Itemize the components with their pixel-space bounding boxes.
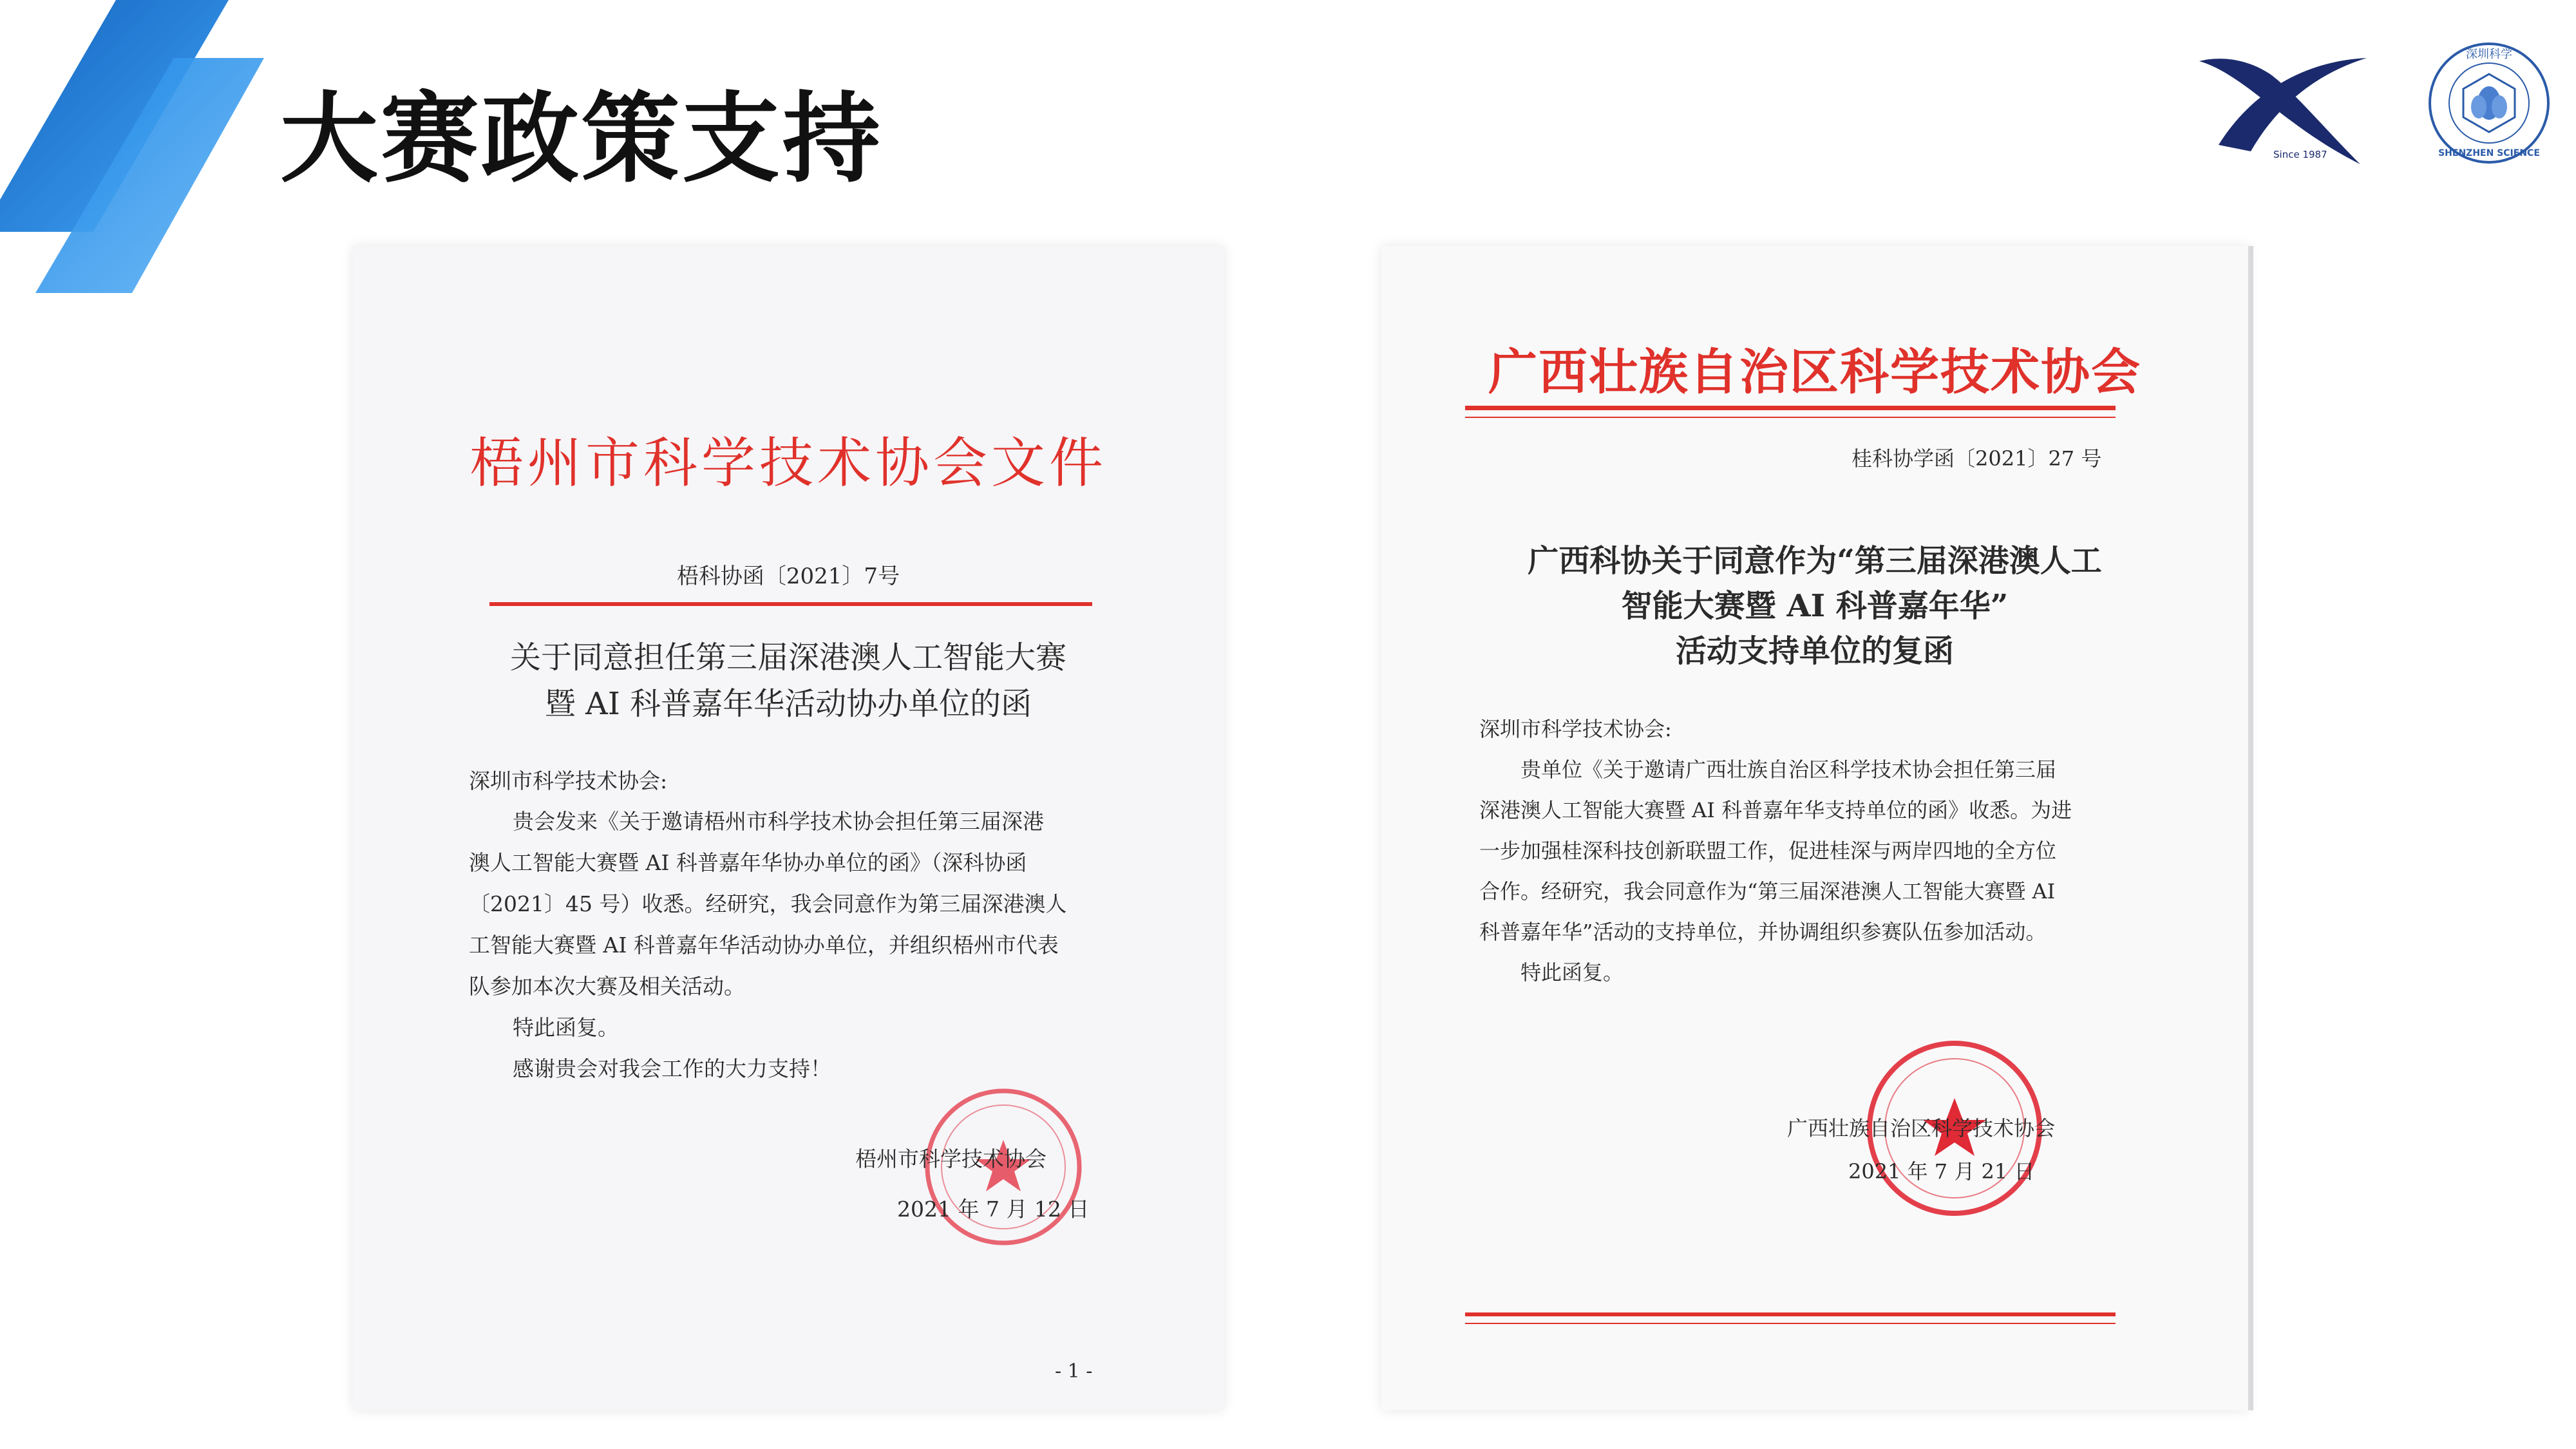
svg-text:深圳科学: 深圳科学 bbox=[2466, 48, 2512, 61]
body-line: 澳人工智能大赛暨 AI 科普嘉年华协办单位的函》（深科协函 bbox=[469, 850, 1027, 875]
document-title-line-1: 广西科协关于同意作为“第三届深港澳人工 bbox=[1528, 543, 2102, 579]
shenzhen-science-emblem bbox=[2425, 39, 2553, 167]
body-line: 合作。经研究，我会同意作为“第三届深港澳人工智能大赛暨 AI bbox=[1479, 879, 2056, 904]
body-line: 工智能大赛暨 AI 科普嘉年华活动协办单位，并组织梧州市代表 bbox=[469, 933, 1059, 958]
document-title-line-3: 活动支持单位的复函 bbox=[1675, 633, 1954, 669]
page-edge bbox=[2248, 246, 2253, 1410]
body-line: 队参加本次大赛及相关活动。 bbox=[469, 974, 745, 999]
logo-caption: Since 1987 bbox=[2273, 149, 2327, 160]
page-number: - 1 - bbox=[1055, 1360, 1093, 1383]
body-line: 一步加强桂深科技创新联盟工作，促进桂深与两岸四地的全方位 bbox=[1479, 838, 2057, 863]
svg-text:SHENZHEN SCIENCE: SHENZHEN SCIENCE bbox=[2438, 148, 2540, 158]
date: 2021 年 7 月 21 日 bbox=[1848, 1159, 2035, 1184]
body-line: 贵单位《关于邀请广西壮族自治区科学技术协会担任第三届 bbox=[1520, 757, 2057, 782]
body-line: 深港澳人工智能大赛暨 AI 科普嘉年华支持单位的函》收悉。为进 bbox=[1479, 798, 2072, 822]
document-number: 梧科协函〔2021〕7号 bbox=[676, 564, 900, 589]
document-header: 梧州市科学技术协会文件 bbox=[469, 431, 1107, 495]
document-title-line-1: 关于同意担任第三届深港澳人工智能大赛 bbox=[509, 639, 1066, 676]
organization-logo-swoosh bbox=[2193, 48, 2380, 171]
corner-decoration bbox=[0, 0, 270, 296]
body-line: 特此函复。 bbox=[1520, 960, 1624, 985]
body-line: 感谢贵会对我会工作的大力支持！ bbox=[513, 1056, 831, 1081]
salutation: 深圳市科学技术协会: bbox=[469, 768, 668, 793]
body-line: 特此函复。 bbox=[513, 1015, 619, 1040]
red-divider bbox=[1465, 406, 2116, 410]
body-line: 〔2021〕45 号）收悉。经研究，我会同意作为第三届深港澳人 bbox=[469, 891, 1067, 916]
red-divider-thin bbox=[1465, 417, 2116, 418]
body-line: 科普嘉年华”活动的支持单位，并协调组织参赛队伍参加活动。 bbox=[1479, 920, 2047, 944]
red-footer-line bbox=[1465, 1312, 2116, 1316]
document-title-line-2: 智能大赛暨 AI 科普嘉年华” bbox=[1621, 588, 2009, 624]
document-guangxi-letter bbox=[1381, 246, 2248, 1410]
document-title-line-2: 暨 AI 科普嘉年华活动协办单位的函 bbox=[544, 686, 1032, 722]
document-zhuzhou-letter bbox=[353, 246, 1224, 1410]
signature: 广西壮族自治区科学技术协会 bbox=[1787, 1116, 2056, 1141]
red-divider bbox=[489, 602, 1092, 606]
date: 2021 年 7 月 12 日 bbox=[897, 1197, 1090, 1222]
signature: 梧州市科学技术协会 bbox=[855, 1146, 1046, 1171]
red-footer-line-thin bbox=[1465, 1323, 2116, 1324]
document-number: 桂科协学函〔2021〕27 号 bbox=[1852, 446, 2102, 471]
body-line: 贵会发来《关于邀请梧州市科学技术协会担任第三届深港 bbox=[513, 809, 1044, 834]
slide-title: 大赛政策支持 bbox=[280, 82, 883, 196]
document-header: 广西壮族自治区科学技术协会 bbox=[1488, 343, 2141, 401]
salutation: 深圳市科学技术协会: bbox=[1479, 717, 1672, 741]
